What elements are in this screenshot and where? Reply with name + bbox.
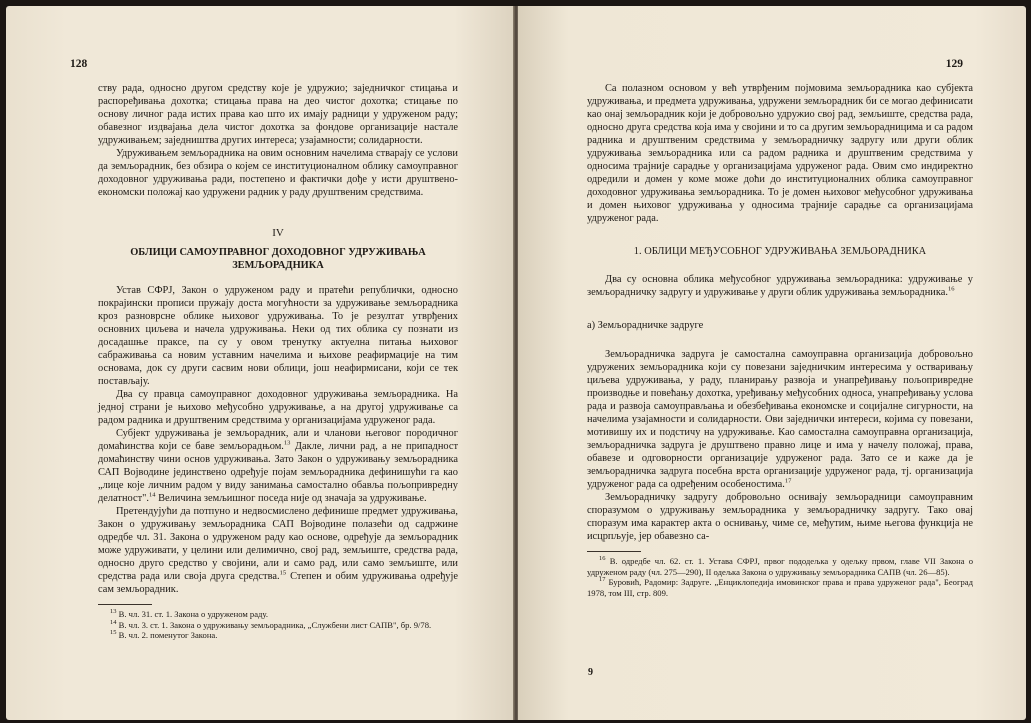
text-column: [587, 82, 973, 598]
paragraph: ству рада, односно другом средству које је удружио; заједничког стицања и распоређивања дохотка; стицања права на део чистог дохотка; стицање по основу личног рада истих права као што их имају радници у удруженом раду; обавезног издвајања дела чистог дохотка за фондове организације настале удруживањем; заједништва других интереса; узајамности; солидарности.: [98, 83, 458, 146]
footnote: [98, 609, 458, 620]
text-column: [98, 82, 458, 641]
paragraph: Удруживањем земљорадника на овим основним начелима стварају се услови да земљорадник, без обзира о којем се институционалном облику самоуправног доходовног удруживања ради, постепено и фактички дође у исти друштвено-економски положај као удружени радник у раду друштвеним средствима.: [98, 148, 458, 198]
footnote-number: 14: [110, 618, 117, 626]
left-page: [6, 6, 515, 720]
paragraph: Устав СФРЈ, Закон о удруженом раду и пратећи републички, односно покрајински прописи пружају доста могућности за удруживање земљорадника кроз разноврсне облике њиховог удруживања. То је резултат утврђених основних циљева и начела удруживања. Неки од тих облика су познати из досадашње праксе, па су у овом тренутку актуелна питања њиховог сабраживања са новим уставним начелима и њихове реафирмације на тим основама, док су други сасвим нови облици, још неафирмисани, који се тек постављају.: [98, 285, 458, 387]
paragraph-text: Дакле, лични рад, а не припадност домаћинству чини основ удруживања. Зато Закон о удруживању земљорадника САП Војводине јединствено одређује појам земљорадника дефинишући га као „лице које личним радом у виду занимања самостално обавља пољопривредну делатност".: [98, 441, 458, 504]
signature-mark: 9: [588, 667, 593, 678]
paragraph-text: Величина земљишног поседа није од значаја за удруживање.: [155, 493, 427, 504]
chapter-number: IV: [272, 227, 284, 239]
footnote-number: 13: [110, 608, 117, 616]
subheading: а) Земљорадничке задруге: [587, 320, 704, 331]
footnote-rule: [98, 604, 152, 605]
footnote-text: В. чл. 2. поменутог Закона.: [118, 630, 218, 640]
footnote-number: 15: [110, 629, 117, 637]
footnote-ref: 14: [148, 491, 156, 499]
paragraph: [98, 427, 458, 505]
paragraph: [587, 273, 973, 299]
chapter-title: ОБЛИЦИ САМОУПРАВНОГ ДОХОДОВНОГ УДРУЖИВАЊА ЗЕМЉОРАДНИКА: [130, 247, 426, 271]
paragraph: Земљорадничку задругу добровољно оснивају земљорадници самоуправним споразумом о удруживању земљорадника у земљорадничку задругу. Тако овај споразум има карактер акта о оснивању, чиме се, међутим, њиме његова функција не исцрпљује, јер обавезно са-: [587, 492, 973, 542]
footnote-text: В. одредбе чл. 62. ст. 1. Устава СФРЈ, првог пододељка у одељку првом, главе VII Закона о удруженом раду (чл. 275—290), II одељка Закона о удруживању земљорадника САПВ (чл. 26—85).: [587, 556, 973, 577]
footnote-text: В. чл. 31. ст. 1. Закона о удруженом раду.: [118, 609, 268, 619]
page-number: 129: [945, 58, 963, 70]
footnote: [98, 630, 458, 641]
footnote-number: 16: [599, 555, 606, 563]
right-page: [518, 6, 1026, 720]
page-number: 128: [70, 58, 88, 70]
paragraph: Два су правца самоуправног доходовног удруживања земљорадника. На једној страни је њихово међусобно удруживање, а на другој удруживање са радом радника и друштвеним средствима у организацијама удруженог рада.: [98, 389, 458, 426]
footnote-ref: 17: [784, 477, 792, 485]
paragraph-text: Претендујући да потпуно и недвосмислено дефинише предмет удруживања, Закон о удруживању земљорадника САП Војводине полазећи од садржине одредбе чл. 31. Закона о удруженом раду као основе, одређује да земљорадник може удруживати, у целини или делимично, свој рад, земљиште, средства рада, односно друго средство у својини, али и само рад, или само земљиште, или средства рада или своја друга средства.: [98, 506, 458, 582]
paragraph-text: Два су основна облика међусобног удруживања земљорадника: удруживање у земљорадничку задругу и удруживање у други облик удруживања земљорадника.: [587, 274, 973, 298]
footnote-number: 17: [599, 576, 606, 584]
footnote-rule: [587, 551, 641, 552]
section-title: 1. ОБЛИЦИ МЕЂУСОБНОГ УДРУЖИВАЊА ЗЕМЉОРАДНИКА: [633, 246, 927, 257]
footnote: [587, 556, 973, 577]
paragraph: Са полазном основом у већ утврђеним појмовима земљорадника као субјекта удруживања, и предмета удруживања, удружени земљорадник би се могао дефинисати као онај земљорадник који је добровољно удружио свој рад, земљиште, средства рада, односно друга средства која има у својини и то са другим земљорадницима и са радом радника и друштвеним средствима у земљорадничку задругу или други облик удруживања земљорадника или са радом радника и друштвеним средствима у односима трајније сарадње у организацијама удруженог рада. Овим смо индиректно одредили и домен у коме може доћи до институционалних облика самоуправног доходовног удруживања земљорадника. То је домен њиховог међусобног удруживања и домен њиховог удруживања у односима трајније сарадње са организацијама удруженог рада.: [587, 83, 973, 224]
footnote-text: Буровић, Радомир: Задруге. „Енциклопедија имовинског права и права удруженог рада", Београд 1978, том III, стр. 809.: [587, 577, 973, 598]
paragraph-text: Земљорадничка задруга је самостална самоуправна организација добровољно удружених земљорадника који су повезани заједничким интересима у остваривању циљева удруживања, у раду, планирању развоја и унапређивању пољопривредне производње и повећању дохотка, уређивању међусобних односа, унапређивању услова рада и развоја самоуправљања и обезбеђивања економске и социјалне сигурности, на начелима узајамности и солидарности. Ови заједнички интереси, којима су повезани, мотивишу их и подстичу на удруживање. Као самостална самоуправна организација, земљорадничка задруга је друштвено правно лице и има у начелу положај, права, обавезе и одговорности организације удруженог рада. Зато се и каже да је земљорадничка задруга посебна врста организације удруженог рада, тј. организација удруженог рада са одређеним особеностима.: [587, 349, 973, 490]
footnote-ref: 15: [279, 569, 287, 577]
paragraph: [587, 348, 973, 491]
footnote-ref: 16: [947, 285, 955, 293]
paragraph-text: Степен и обим удруживања одређује сам земљорадник.: [98, 571, 458, 595]
footnote: [98, 620, 458, 631]
footnote-text: В. чл. 3. ст. 1. Закона о удруживању земљорадника, „Службени лист САПВ", бр. 9/78.: [118, 619, 432, 630]
paragraph-text: Субјект удруживања је земљорадник, али и чланови његовог породичног домаћинства који се баве земљорадњом.: [98, 428, 458, 452]
paragraph: [98, 505, 458, 596]
footnote-ref: 13: [283, 439, 291, 447]
footnote: [587, 577, 973, 598]
